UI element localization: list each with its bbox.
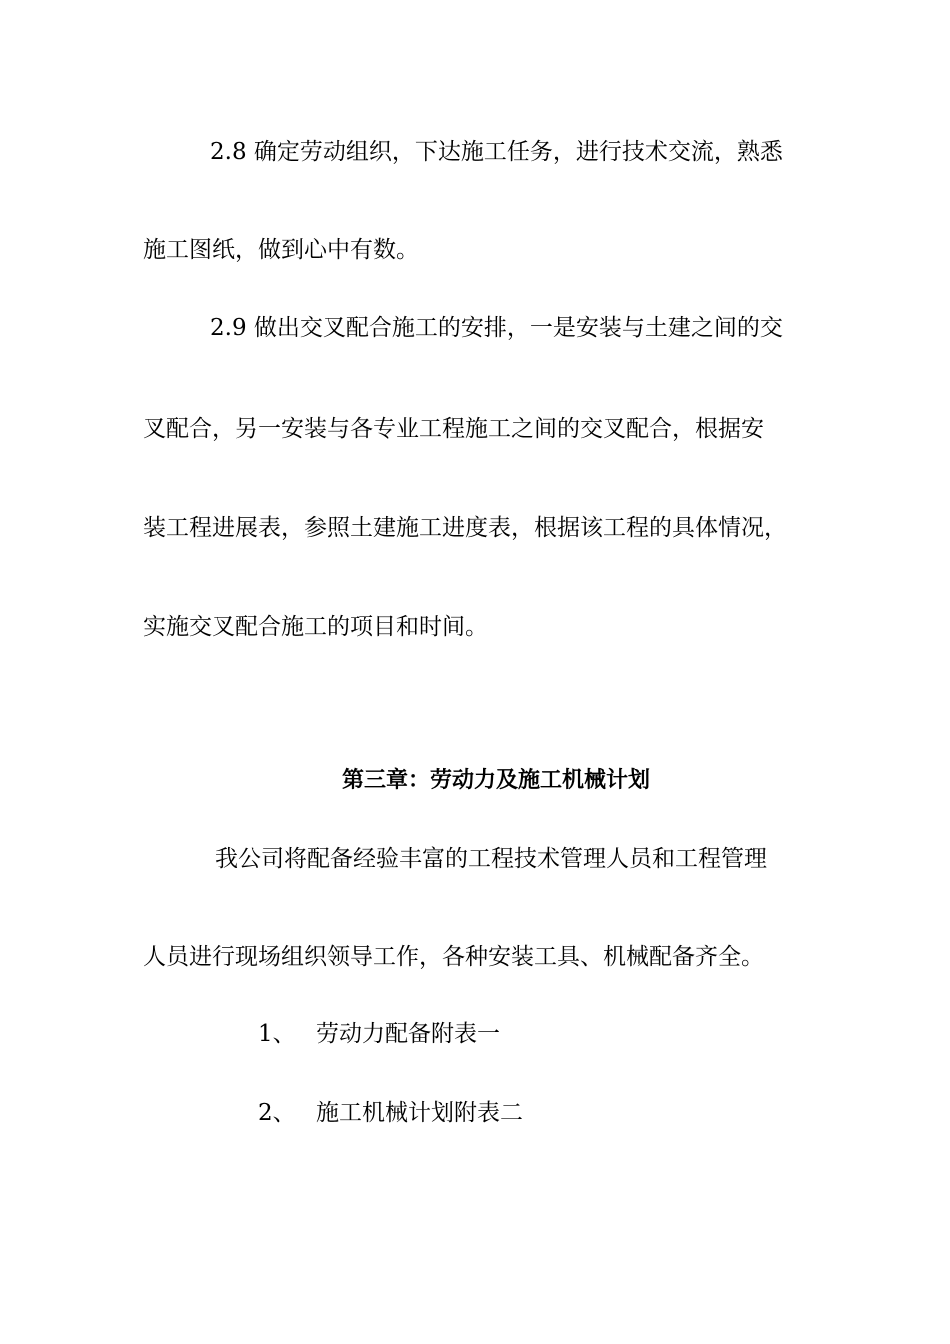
list-item-number: 2、	[258, 1100, 296, 1126]
chapter-intro-line-1: 我公司将配备经验丰富的工程技术管理人员和工程管理	[215, 846, 767, 872]
chapter-intro-line-2: 人员进行现场组织领导工作，各种安装工具、机械配备齐全。	[143, 944, 764, 970]
paragraph-2-9-line-4: 实施交叉配合施工的项目和时间。	[143, 614, 488, 640]
paragraph-2-9-line-3: 装工程进展表，参照土建施工进度表，根据该工程的具体情况，	[143, 515, 787, 541]
paragraph-2-8-line-2: 施工图纸，做到心中有数。	[143, 237, 419, 263]
paragraph-2-9-line-1: 2.9 做出交叉配合施工的安排，一是安装与土建之间的交	[210, 315, 783, 341]
list-item-number: 1、	[258, 1021, 296, 1047]
paragraph-2-8-line-1: 2.8 确定劳动组织，下达施工任务，进行技术交流，熟悉	[210, 139, 783, 165]
list-item-text: 劳动力配备附表一	[316, 1021, 500, 1047]
paragraph-2-9-line-2: 叉配合，另一安装与各专业工程施工之间的交叉配合，根据安	[143, 416, 764, 442]
list-item-text: 施工机械计划附表二	[316, 1100, 523, 1126]
chapter-title: 第三章：劳动力及施工机械计划	[342, 767, 651, 793]
